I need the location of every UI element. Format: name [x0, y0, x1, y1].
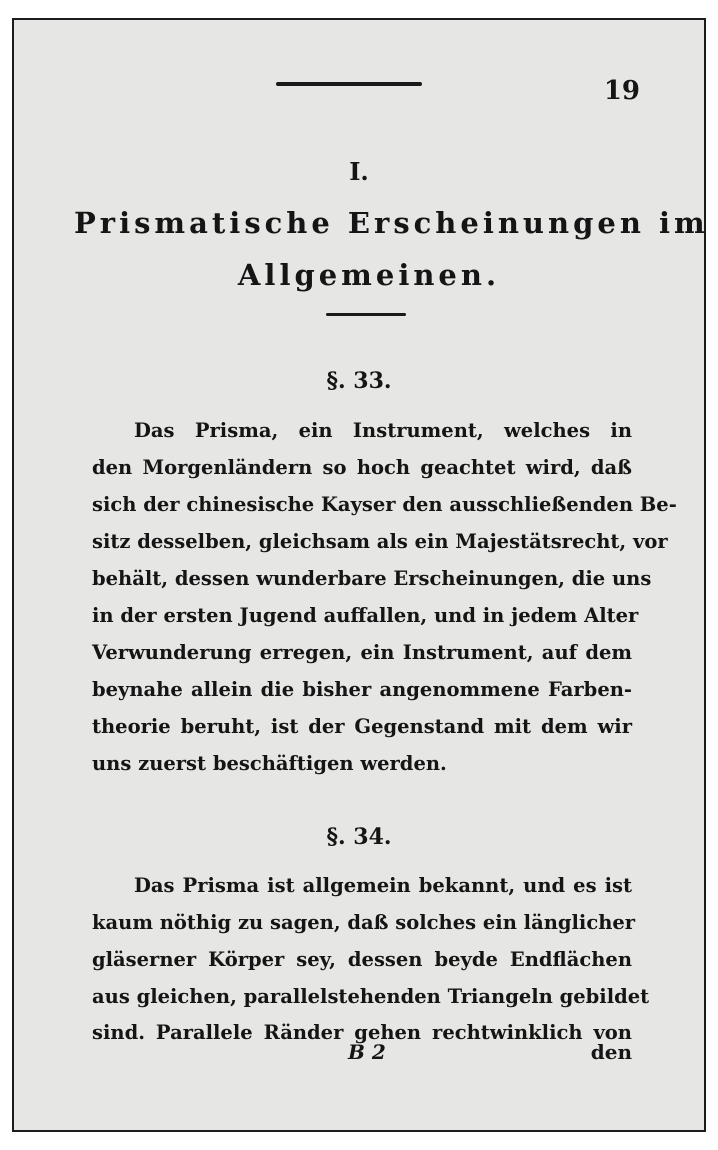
section-33-line: beynahe allein die bisher angenommene Farben-: [92, 678, 632, 701]
section-33-line: theorie beruht, ist der Gegenstand mit dem wir: [92, 715, 632, 738]
section-mark-34: §. 34.: [326, 824, 392, 850]
header-rule: [276, 82, 422, 86]
section-33-line: in der ersten Jugend auffallen, und in jedem Alter: [92, 604, 639, 627]
section-33-line: Das Prisma, ein Instrument, welches in: [134, 419, 632, 442]
chapter-title-line-1: Prismatische Erscheinungen im: [74, 206, 709, 240]
section-34-line: aus gleichen, parallelstehenden Triangeln gebildet: [92, 985, 650, 1008]
signature-mark: B 2: [348, 1040, 386, 1064]
section-33-line: den Morgenländern so hoch geachtet wird, daß: [92, 456, 632, 479]
section-33-line: Verwunderung erregen, ein Instrument, auf dem: [92, 641, 632, 664]
section-33-line: sich der chinesische Kayser den ausschließenden Be-: [92, 493, 677, 516]
section-33-line: sitz desselben, gleichsam als ein Majestätsrecht, vor: [92, 530, 668, 553]
section-33-line: behält, dessen wunderbare Erscheinungen, die uns: [92, 567, 652, 590]
catchword: den: [590, 1040, 632, 1064]
chapter-title-line-2: Allgemeinen.: [237, 258, 501, 292]
page-number: 19: [603, 76, 640, 106]
section-34-line: gläserner Körper sey, dessen beyde Endflächen: [92, 948, 632, 971]
section-mark-33: §. 33.: [326, 368, 392, 394]
section-34-line: kaum nöthig zu sagen, daß solches ein länglicher: [92, 911, 636, 934]
section-34-line: sind. Parallele Ränder gehen rechtwinklich von: [92, 1021, 632, 1044]
chapter-numeral: I.: [349, 157, 369, 186]
section-34-line: Das Prisma ist allgemein bekannt, und es ist: [134, 874, 632, 897]
title-divider-rule: [326, 313, 406, 316]
book-page: [12, 18, 709, 1132]
section-33-line: uns zuerst beschäftigen werden.: [92, 752, 447, 775]
